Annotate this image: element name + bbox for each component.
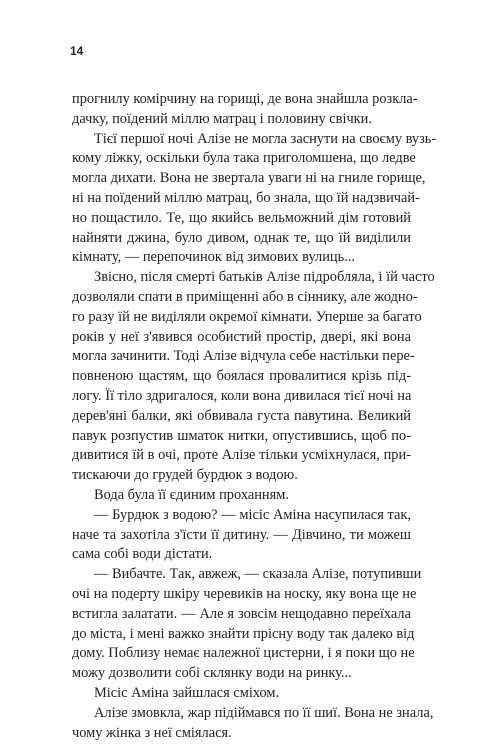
- text-line: дозволяли спати в приміщенні або в сіннику, але жодно-: [72, 288, 418, 305]
- text-line: ні на поїдений міллю матрац, бо знала, що їй надзвичай-: [72, 189, 420, 206]
- page-number: 14: [70, 44, 84, 58]
- text-line: до міста, і мені важко знайти прісну воду так далеко від: [72, 625, 415, 642]
- text-line: дивитися їй в очі, проте Алізе тільки усміхнулася, при-: [72, 447, 411, 464]
- text-line: Звісно, після смерті батьків Алізе підробляла, і їй часто: [94, 269, 435, 286]
- text-line: очі на подерту шкіру черевиків на носку, яку вона ще не: [72, 585, 417, 602]
- text-line: сама собі води дістати.: [72, 546, 213, 563]
- text-line: Місіс Аміна зайшлася сміхом.: [94, 684, 280, 701]
- text-line: чому жінка з неї сміялася.: [72, 724, 232, 741]
- text-line: Вода була її єдиним проханням.: [94, 486, 289, 503]
- text-line: — Бурдюк з водою? — місіс Аміна насупилася так,: [94, 506, 411, 523]
- text-line: могла дихати. Вона не звертала уваги ні на гниле горище,: [72, 170, 426, 187]
- text-line: прогнилу комірчину на горищі, де вона знайшла розкла-: [72, 91, 418, 107]
- text-line: встигла залатати. — Але я зовсім нещодавно переїхала: [72, 605, 411, 622]
- text-line: років у неї з'явився особистий простір, двері, які вона: [72, 328, 411, 345]
- text-line: но пощастило. Те, що якийсь вельможний дім готовий: [72, 209, 411, 226]
- text-line: го разу їй не виділяли окремої кімнати. Уперше за багато: [72, 308, 422, 325]
- text-line: дерев'яні балки, які обвивала густа павутина. Великий: [72, 407, 411, 424]
- text-line: Тієї першої ночі Алізе не могла заснути на своєму вузь-: [94, 130, 437, 147]
- text-line: могла зачинити. Тоді Алізе відчула себе настільки пере-: [72, 348, 415, 365]
- text-line: дому. Поблизу немає належної цистерни, і я поки що не: [72, 645, 415, 662]
- text-line: кому ліжку, оскільки була така приголомшена, що ледве: [72, 150, 416, 167]
- text-line: повненою щастям, що боялася провалитися крізь під-: [72, 368, 411, 385]
- text-line: наче та захотіла з'їсти її дитину. — Дівчино, ти можеш: [72, 526, 411, 543]
- text-line: тискаючи до грудей бурдюк з водою.: [72, 467, 298, 484]
- text-line: можу дозволити собі склянку води на ринку...: [72, 665, 352, 682]
- text-line: логу. Її тіло здригалося, коли вона дивилася тієї ночі на: [72, 387, 412, 404]
- text-line: павук розпустив шматок нитки, опустившись, щоб по-: [72, 427, 411, 444]
- body-text: [72, 90, 437, 743]
- text-line: — Вибачте. Так, авжеж, — сказала Алізе, потупивши: [94, 566, 422, 583]
- text-line: кімнату, — перепочинок від зимових вулиць...: [72, 249, 355, 266]
- text-line: Алізе змовкла, жар підіймався по її шиї. Вона не знала,: [94, 704, 434, 721]
- text-line: найняти джина, було дивом, однак те, що їй виділили: [72, 229, 411, 246]
- text-line: дачку, поїдений міллю матрац і половину свічки.: [72, 110, 372, 127]
